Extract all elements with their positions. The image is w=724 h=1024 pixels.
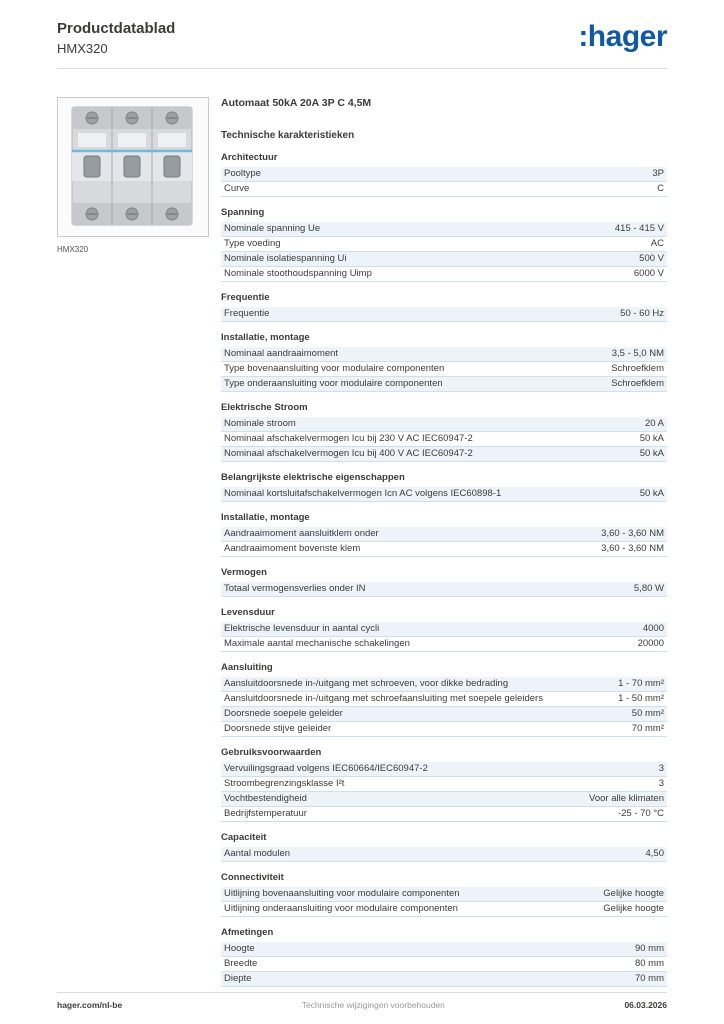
spec-label: Aansluitdoorsnede in-/uitgang met schroefaansluiting met soepele geleiders — [224, 692, 543, 704]
spec-label: Hoogte — [224, 942, 255, 954]
section-rows — [221, 887, 667, 917]
product-image-column — [57, 97, 209, 987]
table-row — [221, 347, 667, 362]
table-row — [221, 222, 667, 237]
spec-value: 5,80 W — [633, 582, 664, 594]
spec-value: 3,60 - 3,60 NM — [601, 542, 664, 554]
spec-section — [221, 292, 667, 322]
product-image — [57, 97, 209, 237]
spec-value: Schroefklem — [611, 377, 664, 389]
section-heading: Vermogen — [221, 566, 267, 578]
table-row — [221, 972, 667, 987]
table-row — [221, 582, 667, 597]
spec-label: Totaal vermogensverlies onder IN — [224, 582, 366, 594]
spec-value: 500 V — [639, 252, 664, 264]
table-row — [221, 252, 667, 267]
spec-section — [221, 872, 667, 917]
section-heading: Installatie, montage — [221, 511, 310, 523]
section-rows — [221, 677, 667, 737]
spec-value: 3,5 - 5,0 NM — [611, 347, 664, 359]
spec-label: Vervuilingsgraad volgens IEC60664/IEC60947-2 — [224, 762, 428, 774]
spec-section — [221, 927, 667, 987]
spec-label: Nominale stroom — [224, 417, 296, 429]
spec-label: Doorsnede soepele geleider — [224, 707, 343, 719]
section-heading: Installatie, montage — [221, 331, 310, 343]
spec-value: 50 mm² — [631, 707, 664, 719]
spec-section — [221, 832, 667, 862]
table-row — [221, 447, 667, 462]
product-reference: HMX320 — [57, 40, 108, 56]
spec-value: 80 mm — [634, 957, 664, 969]
spec-label: Aantal modulen — [224, 847, 291, 859]
spec-value: Gelijke hoogte — [603, 902, 664, 914]
table-row — [221, 957, 667, 972]
footer-website-link[interactable]: hager.com/nl-be — [57, 1000, 123, 1010]
section-heading: Aansluiting — [221, 661, 273, 673]
spec-label: Nominaal aandraaimoment — [224, 347, 339, 359]
spec-value: 70 mm — [634, 972, 664, 984]
spec-label: Aandraaimoment bovenste klem — [224, 542, 361, 554]
spec-section — [221, 472, 667, 502]
spec-label: Elektrische levensduur in aantal cycli — [224, 622, 380, 634]
spec-sections — [221, 152, 667, 987]
spec-label: Diepte — [224, 972, 252, 984]
spec-label: Maximale aantal mechanische schakelingen — [224, 637, 410, 649]
section-rows — [221, 942, 667, 987]
tech-characteristics-title: Technische karakteristieken — [221, 129, 355, 141]
spec-value: Gelijke hoogte — [603, 887, 664, 899]
spec-value: 4000 — [642, 622, 664, 634]
spec-value: Schroefklem — [611, 362, 664, 374]
spec-value: 20000 — [637, 637, 664, 649]
table-row — [221, 417, 667, 432]
spec-value: 3 — [658, 762, 664, 774]
section-rows — [221, 582, 667, 597]
spec-label: Nominaal afschakelvermogen Icu bij 400 V AC IEC60947-2 — [224, 447, 473, 459]
page-footer — [57, 992, 667, 1010]
table-row — [221, 182, 667, 197]
table-row — [221, 777, 667, 792]
spec-label: Vochtbestendigheid — [224, 792, 307, 804]
hager-logo: :hager — [578, 20, 667, 53]
spec-value: 50 kA — [639, 487, 664, 499]
table-row — [221, 362, 667, 377]
section-heading: Levensduur — [221, 606, 275, 618]
table-row — [221, 637, 667, 652]
spec-label: Frequentie — [224, 307, 270, 319]
footer-date: 06.03.2026 — [624, 1000, 667, 1010]
spec-label: Nominaal kortsluitafschakelvermogen Icn AC volgens IEC60898-1 — [224, 487, 502, 499]
spec-value: 3,60 - 3,60 NM — [601, 527, 664, 539]
section-rows — [221, 307, 667, 322]
section-rows — [221, 347, 667, 392]
product-title: Automaat 50kA 20A 3P C 4,5M — [221, 96, 372, 109]
spec-value: C — [657, 182, 664, 194]
table-row — [221, 432, 667, 447]
spec-value: 1 - 50 mm² — [618, 692, 664, 704]
spec-label: Type bovenaansluiting voor modulaire componenten — [224, 362, 445, 374]
spec-section — [221, 332, 667, 392]
table-row — [221, 722, 667, 737]
spec-column — [221, 97, 667, 987]
spec-value: 50 kA — [639, 432, 664, 444]
spec-label: Curve — [224, 182, 250, 194]
section-heading: Connectiviteit — [221, 871, 284, 883]
section-heading: Architectuur — [221, 151, 278, 163]
spec-value: 90 mm — [634, 942, 664, 954]
spec-value: 50 kA — [639, 447, 664, 459]
section-rows — [221, 487, 667, 502]
section-heading: Elektrische Stroom — [221, 401, 308, 413]
section-rows — [221, 167, 667, 197]
footer-disclaimer: Technische wijzigingen voorbehouden — [301, 1000, 445, 1010]
table-row — [221, 622, 667, 637]
spec-label: Uitlijning bovenaansluiting voor modulaire componenten — [224, 887, 460, 899]
section-heading: Spanning — [221, 206, 265, 218]
spec-label: Uitlijning onderaansluiting voor modulaire componenten — [224, 902, 458, 914]
table-row — [221, 542, 667, 557]
table-row — [221, 167, 667, 182]
section-heading: Capaciteit — [221, 831, 267, 843]
spec-value: 3P — [652, 167, 664, 179]
table-row — [221, 267, 667, 282]
spec-value: 20 A — [644, 417, 664, 429]
table-row — [221, 807, 667, 822]
spec-value: 70 mm² — [631, 722, 664, 734]
spec-value: 4,50 — [645, 847, 664, 859]
spec-section — [221, 607, 667, 652]
page-title: Productdatablad — [57, 20, 176, 37]
spec-label: Nominale spanning Ue — [224, 222, 321, 234]
table-row — [221, 792, 667, 807]
table-row — [221, 677, 667, 692]
section-heading: Frequentie — [221, 291, 270, 303]
spec-value: 6000 V — [633, 267, 664, 279]
spec-value: 50 - 60 Hz — [620, 307, 664, 319]
spec-section — [221, 402, 667, 462]
product-image-caption: HMX320 — [57, 244, 89, 254]
spec-label: Aansluitdoorsnede in-/uitgang met schroeven, voor dikke bedrading — [224, 677, 509, 689]
content-area — [57, 97, 667, 987]
section-rows — [221, 417, 667, 462]
spec-section — [221, 152, 667, 197]
spec-value: 3 — [658, 777, 664, 789]
circuit-breaker-illustration — [58, 98, 206, 234]
section-rows — [221, 622, 667, 652]
table-row — [221, 307, 667, 322]
table-row — [221, 527, 667, 542]
section-heading: Afmetingen — [221, 926, 274, 938]
spec-section — [221, 747, 667, 822]
section-rows — [221, 762, 667, 822]
header-titles — [57, 20, 175, 56]
table-row — [221, 762, 667, 777]
spec-label: Pooltype — [224, 167, 261, 179]
spec-label: Nominale stoothoudspanning Uimp — [224, 267, 372, 279]
spec-label: Nominaal afschakelvermogen Icu bij 230 V AC IEC60947-2 — [224, 432, 473, 444]
spec-label: Type onderaansluiting voor modulaire componenten — [224, 377, 443, 389]
spec-label: Aandraaimoment aansluitklem onder — [224, 527, 379, 539]
spec-label: Breedte — [224, 957, 258, 969]
table-row — [221, 707, 667, 722]
spec-section — [221, 567, 667, 597]
section-heading: Belangrijkste elektrische eigenschappen — [221, 471, 405, 483]
section-rows — [221, 527, 667, 557]
spec-value: 1 - 70 mm² — [618, 677, 664, 689]
spec-value: -25 - 70 °C — [617, 807, 664, 819]
table-row — [221, 487, 667, 502]
table-row — [221, 377, 667, 392]
table-row — [221, 942, 667, 957]
spec-label: Bedrijfstemperatuur — [224, 807, 307, 819]
spec-section — [221, 512, 667, 557]
spec-value: 415 - 415 V — [614, 222, 664, 234]
spec-value: AC — [650, 237, 664, 249]
spec-value: Voor alle klimaten — [589, 792, 664, 804]
section-rows — [221, 847, 667, 862]
section-rows — [221, 222, 667, 282]
spec-section — [221, 662, 667, 737]
table-row — [221, 237, 667, 252]
table-row — [221, 902, 667, 917]
spec-label: Type voeding — [224, 237, 281, 249]
table-row — [221, 847, 667, 862]
table-row — [221, 887, 667, 902]
table-row — [221, 692, 667, 707]
spec-label: Nominale isolatiespanning Ui — [224, 252, 347, 264]
page-header — [57, 20, 667, 69]
spec-section — [221, 207, 667, 282]
spec-label: Doorsnede stijve geleider — [224, 722, 332, 734]
section-heading: Gebruiksvoorwaarden — [221, 746, 322, 758]
spec-label: Stroombegrenzingsklasse I²t — [224, 777, 345, 789]
